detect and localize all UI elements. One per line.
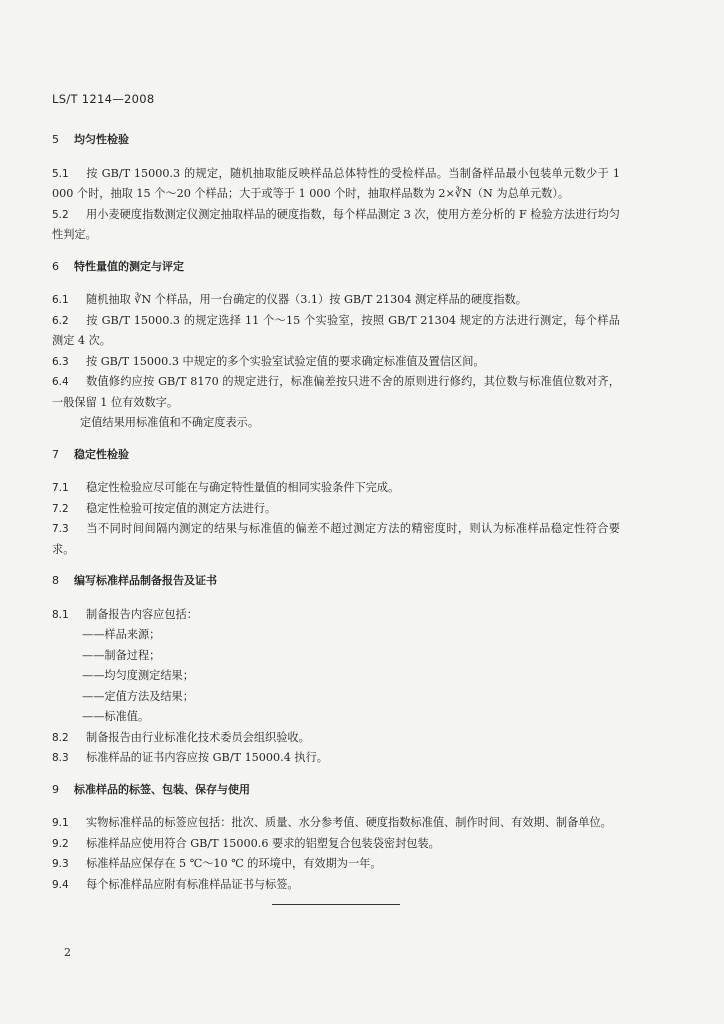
section-5-heading [52,130,620,151]
clause-number: 8.1 [52,608,69,621]
section-title: 均匀性检验 [74,133,129,146]
clause-6-1 [52,290,620,311]
section-title: 标准样品的标签、包装、保存与使用 [74,782,250,796]
clause-9-1 [52,813,620,834]
clause-text: 按 GB/T 15000.3 的规定选择 11 个～15 个实验室，按照 GB/T 21304 规定的方法进行测定，每个样品测定 4 次。 [52,313,620,347]
clause-text: 按 GB/T 15000.3 的规定，随机抽取能反映样品总体特性的受检样品。当制备样品最小包装单元数少于 1 000 个时，抽取 15 个～20 个样品；大于或等于 1 000 个时，抽取样品数为 2×∛N（N 为总单元数）。 [52,166,620,200]
clause-number: 8.2 [52,731,69,744]
clause-number: 6.1 [52,294,69,306]
section-number: 8 [52,574,59,587]
clause-9-2 [52,834,620,855]
end-rule-divider [272,904,400,905]
section-9-heading [52,780,620,801]
section-8-heading [52,571,620,592]
clause-9-3 [52,854,620,875]
clause-number: 6.3 [52,355,69,368]
clause-text: 标准样品应保存在 5 ℃～10 ℃ 的环境中，有效期为一年。 [86,857,382,870]
clause-9-4 [52,875,620,896]
clause-text: 按 GB/T 15000.3 中规定的多个实验室试验定值的要求确定标准值及置信区间。 [86,354,485,368]
list-item: ——标准值。 [82,710,150,723]
list-item: ——制备过程； [82,648,161,662]
spacer [52,246,620,257]
clause-text: 制备报告内容应包括： [86,607,198,621]
section-7-heading [52,445,620,466]
section-number: 9 [52,782,59,796]
clause-text: 当不同时间间隔内测定的结果与标准值的偏差不超过测定方法的精密度时，则认为标准样品稳定性符合要求。 [52,522,620,556]
clause-number: 6.2 [52,314,69,327]
page-number: 2 [64,946,71,959]
spacer [52,769,620,780]
list-item: ——样品来源； [82,628,161,641]
section-number: 6 [52,259,59,273]
clause-number: 9.1 [52,817,69,829]
clause-text: 稳定性检验可按定值的测定方法进行。 [86,501,277,515]
clause-number: 5.1 [52,167,69,180]
section-number: 7 [52,447,59,461]
clause-text: 每个标准样品应附有标准样品证书与标签。 [86,877,299,891]
clause-6-4 [52,372,620,413]
clause-number: 7.3 [52,523,69,535]
spacer [52,434,620,445]
clause-7-1 [52,478,620,499]
section-6-heading [52,257,620,278]
clause-text: 标准样品应使用符合 GB/T 15000.6 要求的铝塑复合包装袋密封包装。 [86,836,440,850]
clause-8-3 [52,748,620,769]
section-title: 编写标准样品制备报告及证书 [74,574,217,587]
document-body [52,130,620,895]
clause-text: 随机抽取 ∛N 个样品，用一台确定的仪器（3.1）按 GB/T 21304 测定样品的硬度指数。 [86,293,527,306]
section-title: 稳定性检验 [74,447,129,461]
clause-number: 6.4 [52,376,69,388]
list-item: ——定值方法及结果； [82,689,194,703]
clause-number: 9.3 [52,858,69,870]
clause-number: 9.4 [52,878,69,891]
clause-7-2 [52,499,620,520]
clause-number: 8.3 [52,752,69,764]
clause-number: 7.1 [52,482,69,494]
section-title: 特性量值的测定与评定 [74,259,184,273]
clause-text: 数值修约应按 GB/T 8170 的规定进行，标准偏差按只进不舍的原则进行修约，其位数与标准值位数对齐，一般保留 1 位有效数字。 [52,375,620,409]
clause-8-1 [52,605,620,626]
clause-number: 7.2 [52,502,69,515]
spacer [52,560,620,571]
list-item: ——均匀度测定结果； [82,669,194,682]
clause-7-3 [52,519,620,560]
clause-number: 5.2 [52,208,69,221]
clause-text: 实物标准样品的标签应包括：批次、质量、水分参考值、硬度指数标准值、制作时间、有效期、制备单位。 [86,816,612,829]
clause-6-4-note: 定值结果用标准值和不确定度表示。 [80,416,260,429]
clause-text: 稳定性检验应尽可能在与确定特性量值的相同实验条件下完成。 [86,481,400,494]
clause-5-2 [52,205,620,246]
clause-5-1 [52,164,620,205]
section-number: 5 [52,133,59,146]
clause-6-2 [52,311,620,352]
clause-number: 9.2 [52,837,69,850]
clause-text: 制备报告由行业标准化技术委员会组织验收。 [86,730,310,744]
standard-code: LS/T 1214—2008 [52,92,155,106]
clause-6-3 [52,352,620,373]
clause-8-2 [52,728,620,749]
clause-text: 用小麦硬度指数测定仪测定抽取样品的硬度指数，每个样品测定 3 次，使用方差分析的 F 检验方法进行均匀性判定。 [52,207,620,241]
clause-text: 标准样品的证书内容应按 GB/T 15000.4 执行。 [86,751,328,764]
